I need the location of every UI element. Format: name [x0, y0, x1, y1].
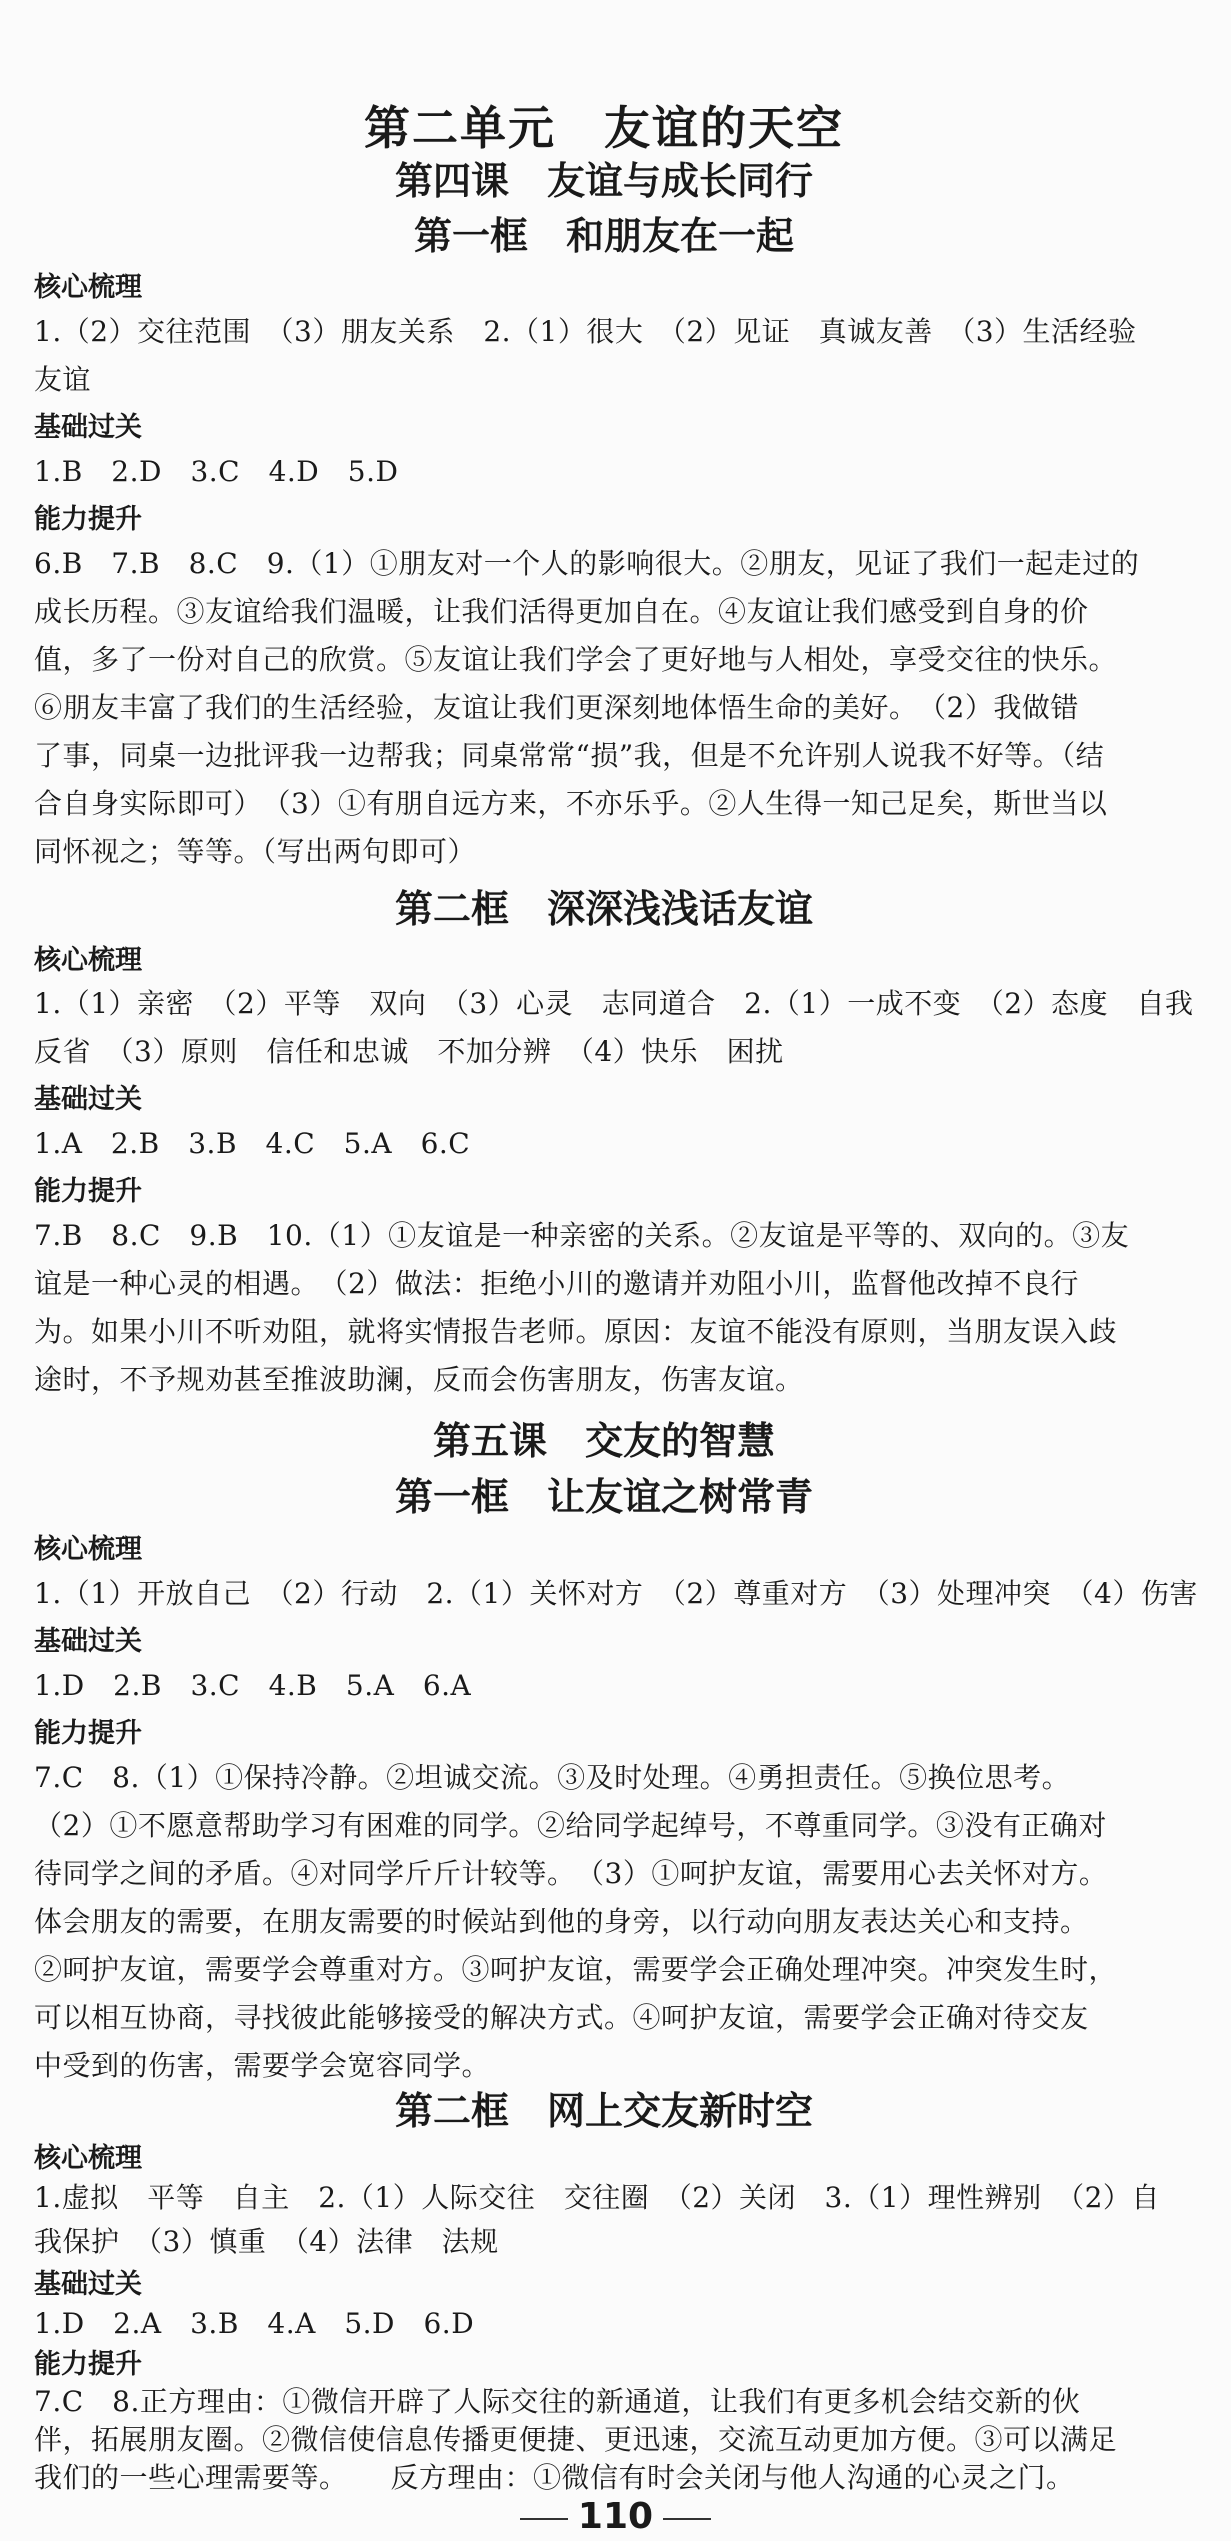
answer-line: 体会朋友的需要，在朋友需要的时候站到他的身旁，以行动向朋友表达关心和支持。 [34, 1905, 1089, 1938]
page-number-dash-right [663, 2518, 711, 2520]
section-label-core: 核心梳理 [34, 945, 142, 976]
section-label-basic: 基础过关 [34, 2269, 142, 2300]
answer-line: 谊是一种心灵的相遇。 （2）做法：拒绝小川的邀请并劝阻小川，监督他改掉不良行 [34, 1267, 1079, 1300]
section-label-basic: 基础过关 [34, 1626, 142, 1657]
section-label-basic: 基础过关 [34, 1084, 142, 1115]
answer-line: 我们的一些心理需要等。 反方理由：①微信有时会关闭与他人沟通的心灵之门。 [34, 2461, 1075, 2494]
answer-line: 伴，拓展朋友圈。②微信使信息传播更便捷、更迅速，交流互动更加方便。③可以满足 [34, 2423, 1118, 2456]
answer-line: 1.B 2.D 3.C 4.D 5.D [34, 455, 399, 488]
answer-line: 7.C 8.正方理由：①微信开辟了人际交往的新通道，让我们有更多机会结交新的伙 [34, 2385, 1081, 2418]
answer-line: （2）①不愿意帮助学习有困难的同学。②给同学起绰号，不尊重同学。③没有正确对 [34, 1809, 1107, 1842]
answer-line: ②呵护友谊，需要学会尊重对方。③呵护友谊，需要学会正确处理冲突。冲突发生时， [34, 1953, 1118, 1986]
answer-line: 反省 （3）原则 信任和忠诚 不加分辨 （4）快乐 困扰 [34, 1035, 784, 1068]
answer-line: ⑥朋友丰富了我们的生活经验，友谊让我们更深刻地体悟生命的美好。 （2）我做错 [34, 691, 1079, 724]
answer-line: 7.C 8.（1）①保持冷静。②坦诚交流。③及时处理。④勇担责任。⑤换位思考。 [34, 1761, 1071, 1794]
answer-line: 中受到的伤害，需要学会宽容同学。 [34, 2049, 491, 2082]
answer-line: 7.B 8.C 9.B 10.（1）①友谊是一种亲密的关系。②友谊是平等的、双向的。③友 [34, 1219, 1130, 1252]
answer-line: 可以相互协商，寻找彼此能够接受的解决方式。④呵护友谊，需要学会正确对待交友 [34, 2001, 1089, 2034]
answer-line: 待同学之间的矛盾。④对同学斤斤计较等。 （3）①呵护友谊，需要用心去关怀对方。 [34, 1857, 1108, 1890]
answer-line: 1.虚拟 平等 自主 2.（1）人际交往 交往圈 （2）关闭 3.（1）理性辨别 （2）自 [34, 2181, 1160, 2214]
answer-line: 6.B 7.B 8.C 9.（1）①朋友对一个人的影响很大。②朋友，见证了我们一起走过的 [34, 547, 1140, 580]
answer-line: 同怀视之；等等。（写出两句即可） [34, 835, 477, 868]
lesson-title: 第五课 交友的智慧 [432, 1419, 775, 1463]
section-label-ability: 能力提升 [34, 504, 142, 535]
page-number-dash-left [520, 2518, 568, 2520]
answer-line: 友谊 [34, 363, 92, 396]
unit-title: 第二单元 友谊的天空 [364, 101, 844, 155]
answer-line: 为。如果小川不听劝阻，就将实情报告老师。原因：友谊不能没有原则，当朋友误入歧 [34, 1315, 1118, 1348]
section-label-core: 核心梳理 [34, 2143, 142, 2174]
section-label-ability: 能力提升 [34, 1718, 142, 1749]
answer-line: 1.（2）交往范围 （3）朋友关系 2.（1）很大 （2）见证 真诚友善 （3）生活经验 [34, 315, 1137, 348]
answer-line: 成长历程。③友谊给我们温暖，让我们活得更加自在。④友谊让我们感受到自身的价 [34, 595, 1089, 628]
answer-line: 1.（1）开放自己 （2）行动 2.（1）关怀对方 （2）尊重对方 （3）处理冲突 （4）伤害 [34, 1577, 1198, 1610]
section-label-ability: 能力提升 [34, 2349, 142, 2380]
answer-line: 了事，同桌一边批评我一边帮我；同桌常常“损”我，但是不允许别人说我不好等。（结 [34, 739, 1105, 772]
page-number: 110 [577, 2496, 654, 2537]
section-label-core: 核心梳理 [34, 1534, 142, 1565]
answer-line: 1.D 2.B 3.C 4.B 5.A 6.A [34, 1669, 472, 1702]
answer-line: 1.D 2.A 3.B 4.A 5.D 6.D [34, 2307, 475, 2340]
answer-line: 值，多了一份对自己的欣赏。⑤友谊让我们学会了更好地与人相处，享受交往的快乐。 [34, 643, 1118, 676]
answer-line: 我保护 （3）慎重 （4）法律 法规 [34, 2225, 499, 2258]
answer-line: 途时，不予规劝甚至推波助澜，反而会伤害朋友，伤害友谊。 [34, 1363, 804, 1396]
frame-title: 第二框 网上交友新时空 [394, 2089, 813, 2133]
answer-line: 合自身实际即可） （3）①有朋自远方来，不亦乐乎。②人生得一知己足矣，斯世当以 [34, 787, 1108, 820]
answer-line: 1.A 2.B 3.B 4.C 5.A 6.C [34, 1127, 471, 1160]
frame-title: 第一框 和朋友在一起 [413, 214, 794, 258]
lesson-title: 第四课 友谊与成长同行 [394, 159, 813, 203]
answer-line: 1.（1）亲密 （2）平等 双向 （3）心灵 志同道合 2.（1）一成不变 （2）态度 自我 [34, 987, 1194, 1020]
frame-title: 第二框 深深浅浅话友谊 [394, 887, 813, 931]
section-label-basic: 基础过关 [34, 412, 142, 443]
section-label-core: 核心梳理 [34, 272, 142, 303]
frame-title: 第一框 让友谊之树常青 [394, 1475, 813, 1519]
section-label-ability: 能力提升 [34, 1176, 142, 1207]
